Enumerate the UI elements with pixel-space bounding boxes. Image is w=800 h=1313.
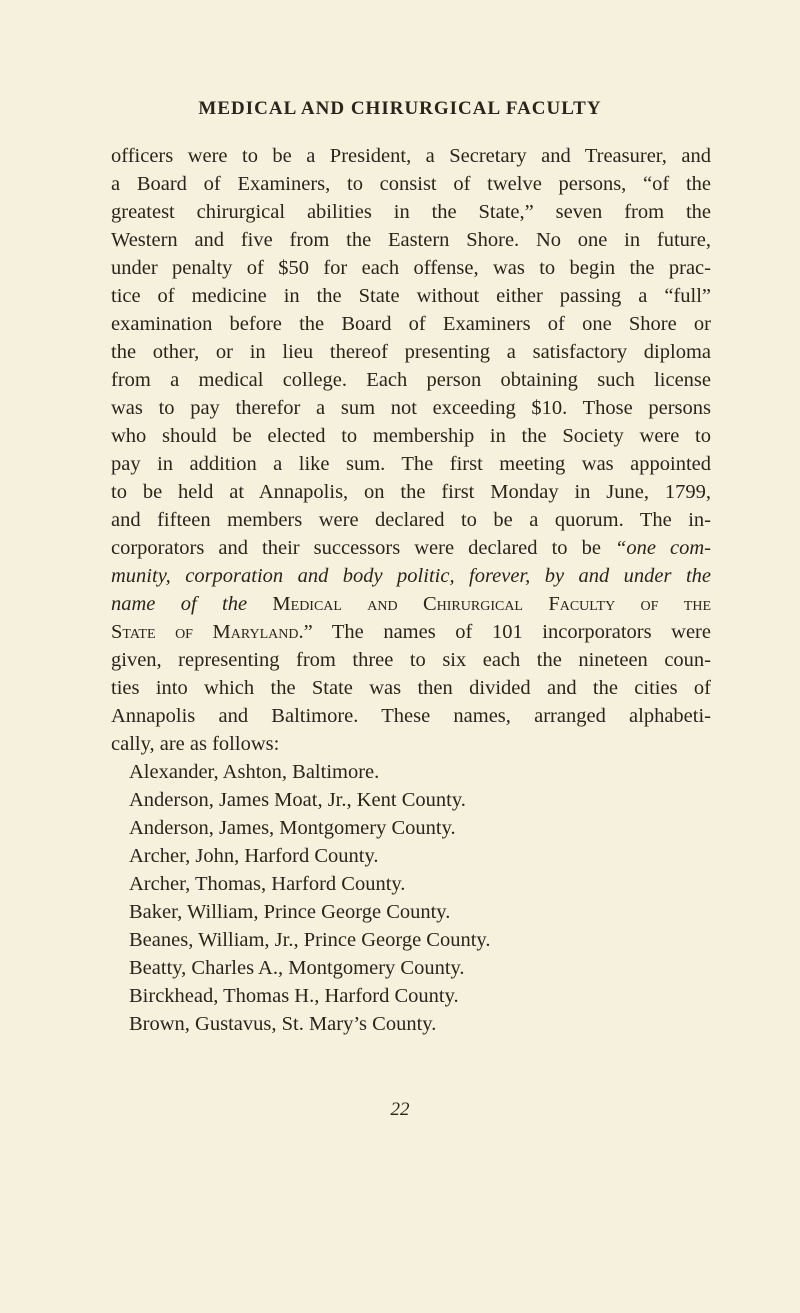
text-line: from a medical college. Each person obtaining such license xyxy=(111,369,711,391)
page-number: 22 xyxy=(390,1099,410,1120)
text-line: greatest chirurgical abilities in the State,” seven from the xyxy=(111,201,711,223)
text-line: who should be elected to membership in the Society were to xyxy=(111,425,711,447)
text-line: the other, or in lieu thereof presenting a satisfactory diploma xyxy=(111,341,711,363)
faculty-name-small-caps: Medical and Chirurgical Faculty of the xyxy=(272,593,711,615)
list-item: Baker, William, Prince George County. xyxy=(129,901,451,923)
text-line: Annapolis and Baltimore. These names, arranged alphabeti- xyxy=(111,705,711,727)
text-line: and fifteen members were declared to be a quorum. The in- xyxy=(111,509,711,531)
list-item: Archer, John, Harford County. xyxy=(129,845,379,867)
text-line: cally, are as follows: xyxy=(111,733,280,755)
text-run: ” The names of 101 incorporators were xyxy=(303,621,711,643)
text-line: a Board of Examiners, to consist of twelve persons, “of the xyxy=(111,173,711,195)
list-item: Beatty, Charles A., Montgomery County. xyxy=(129,957,465,979)
list-item: Birckhead, Thomas H., Harford County. xyxy=(129,985,459,1007)
quote-italic: munity, corporation and body politic, forever, by and under the xyxy=(111,565,711,587)
text-line: pay in addition a like sum. The first meeting was appointed xyxy=(111,453,711,475)
incorporators-list xyxy=(111,758,711,1038)
list-item: Archer, Thomas, Harford County. xyxy=(129,873,406,895)
text-run: corporators and their successors were declared to be xyxy=(111,537,601,559)
text-line: under penalty of $50 for each offense, was to begin the prac- xyxy=(111,257,711,279)
text-line: was to pay therefor a sum not exceeding $10. Those persons xyxy=(111,397,711,419)
text-line: officers were to be a President, a Secretary and Treasurer, and xyxy=(111,145,711,167)
text-line: examination before the Board of Examiners of one Shore or xyxy=(111,313,711,335)
text-line xyxy=(111,590,711,618)
text-line xyxy=(111,562,711,590)
text-line: given, representing from three to six each the nineteen coun- xyxy=(111,649,711,671)
text-line xyxy=(111,534,711,562)
list-item: Brown, Gustavus, St. Mary’s County. xyxy=(129,1013,437,1035)
list-item: Anderson, James Moat, Jr., Kent County. xyxy=(129,789,466,811)
quote-italic: “one com- xyxy=(614,537,711,559)
quote-italic: name of the xyxy=(111,593,248,615)
text-line: to be held at Annapolis, on the first Monday in June, 1799, xyxy=(111,481,711,503)
text-line xyxy=(111,618,711,646)
list-item: Anderson, James, Montgomery County. xyxy=(129,817,456,839)
body-text xyxy=(111,142,711,1038)
paragraph xyxy=(111,142,711,758)
list-item: Alexander, Ashton, Baltimore. xyxy=(129,761,380,783)
state-name-small-caps: State of Maryland. xyxy=(111,621,304,643)
text-line: ties into which the State was then divided and the cities of xyxy=(111,677,711,699)
text-line: tice of medicine in the State without either passing a “full” xyxy=(111,285,711,307)
text-line: Western and five from the Eastern Shore. No one in future, xyxy=(111,229,711,251)
running-head: MEDICAL AND CHIRURGICAL FACULTY xyxy=(198,98,602,119)
list-item: Beanes, William, Jr., Prince George County. xyxy=(129,929,491,951)
